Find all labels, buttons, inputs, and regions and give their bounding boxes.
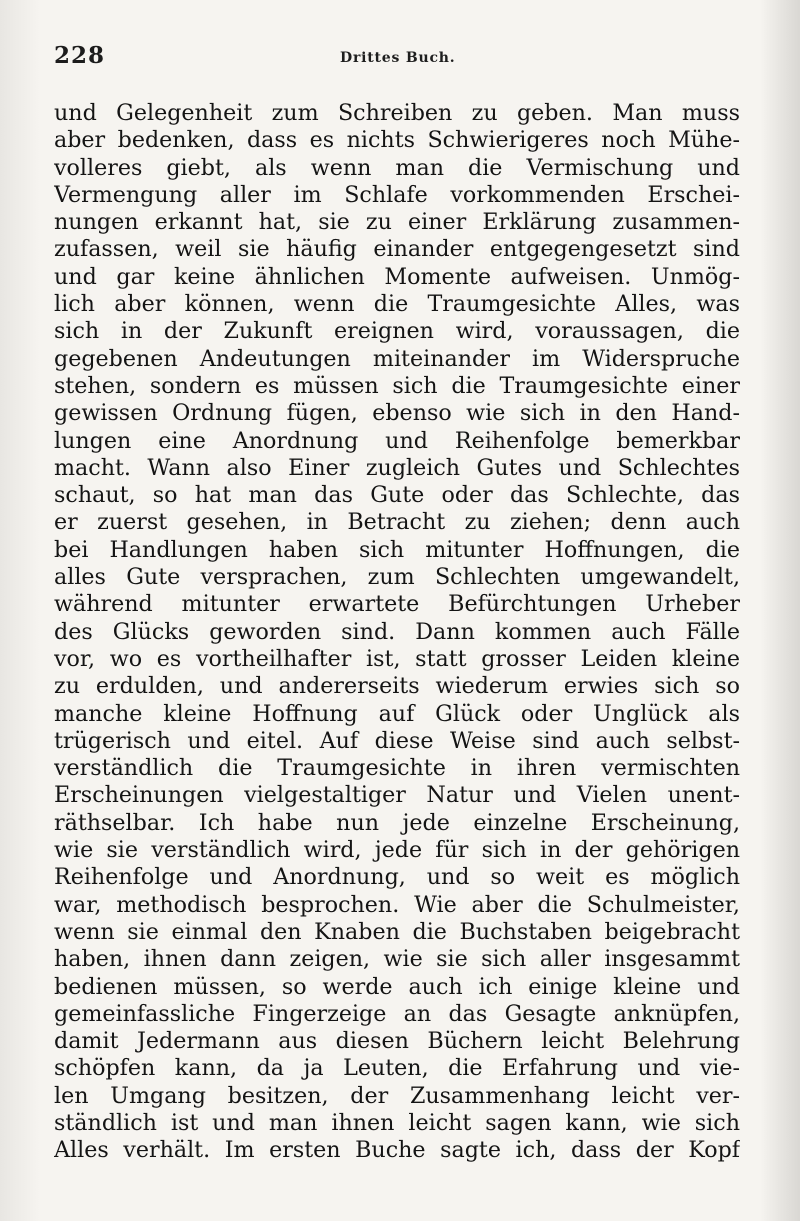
text-line: Alles verhält. Im ersten Buche sagte ich, dass der Kopf [54,1137,740,1164]
text-line: er zuerst gesehen, in Betracht zu ziehen; denn auch [54,509,740,536]
text-line: gegebenen Andeutungen miteinander im Widerspruche [54,345,740,372]
text-line: Vermengung aller im Schlafe vorkommenden Erschei- [54,181,740,208]
text-line: schöpfen kann, da ja Leuten, die Erfahrung und vie- [54,1055,740,1082]
running-head: Drittes Buch. [340,50,456,66]
text-line: Erscheinungen vielgestaltiger Natur und Vielen unent- [54,782,740,809]
text-line: trügerisch und eitel. Auf diese Weise sind auch selbst- [54,727,740,754]
text-line: wenn sie einmal den Knaben die Buchstaben beigebracht [54,918,740,945]
text-line: vor, wo es vortheilhafter ist, statt grosser Leiden kleine [54,645,740,672]
text-line: schaut, so hat man das Gute oder das Schlechte, das [54,482,740,509]
text-line: gemeinfassliche Fingerzeige an das Gesagte anknüpfen, [54,1000,740,1027]
text-line: bei Handlungen haben sich mitunter Hoffnungen, die [54,536,740,563]
text-line: macht. Wann also Einer zugleich Gutes und Schlechtes [54,454,740,481]
text-line: len Umgang besitzen, der Zusammenhang leicht ver- [54,1082,740,1109]
text-line: lich aber können, wenn die Traumgesichte Alles, was [54,291,740,318]
text-line: volleres giebt, als wenn man die Vermischung und [54,154,740,181]
text-line: Reihenfolge und Anordnung, und so weit es möglich [54,864,740,891]
text-line: alles Gute versprachen, zum Schlechten umgewandelt, [54,564,740,591]
text-line: während mitunter erwartete Befürchtungen Urheber [54,591,740,618]
text-line: sich in der Zukunft ereignen wird, voraussagen, die [54,318,740,345]
text-line: und gar keine ähnlichen Momente aufweisen. Unmög- [54,263,740,290]
text-line: war, methodisch besprochen. Wie aber die Schulmeister, [54,891,740,918]
text-line: ständlich ist und man ihnen leicht sagen kann, wie sich [54,1109,740,1136]
text-line: und Gelegenheit zum Schreiben zu geben. Man muss [54,100,740,126]
text-line: damit Jedermann aus diesen Büchern leicht Belehrung [54,1028,740,1055]
text-line: gewissen Ordnung fügen, ebenso wie sich in den Hand- [54,400,740,427]
text-line: haben, ihnen dann zeigen, wie sie sich aller insgesammt [54,946,740,973]
page-header [54,42,740,78]
text-line: nungen erkannt hat, sie zu einer Erklärung zusammen- [54,209,740,236]
text-line: manche kleine Hoffnung auf Glück oder Unglück als [54,700,740,727]
text-line: lungen eine Anordnung und Reihenfolge bemerkbar [54,427,740,454]
text-line: bedienen müssen, so werde auch ich einige kleine und [54,973,740,1000]
body-text [54,100,740,1165]
text-line: des Glücks geworden sind. Dann kommen auch Fälle [54,618,740,645]
text-line: aber bedenken, dass es nichts Schwierigeres noch Mühe- [54,127,740,154]
text-line: räthselbar. Ich habe nun jede einzelne Erscheinung, [54,809,740,836]
text-line: wie sie verständlich wird, jede für sich in der gehörigen [54,837,740,864]
text-line: zu erdulden, und andererseits wiederum erwies sich so [54,673,740,700]
text-line: verständlich die Traumgesichte in ihren vermischten [54,755,740,782]
text-line: stehen, sondern es müssen sich die Traumgesichte einer [54,372,740,399]
text-line: zufassen, weil sie häufig einander entgegengesetzt sind [54,236,740,263]
page-number: 228 [54,42,106,69]
